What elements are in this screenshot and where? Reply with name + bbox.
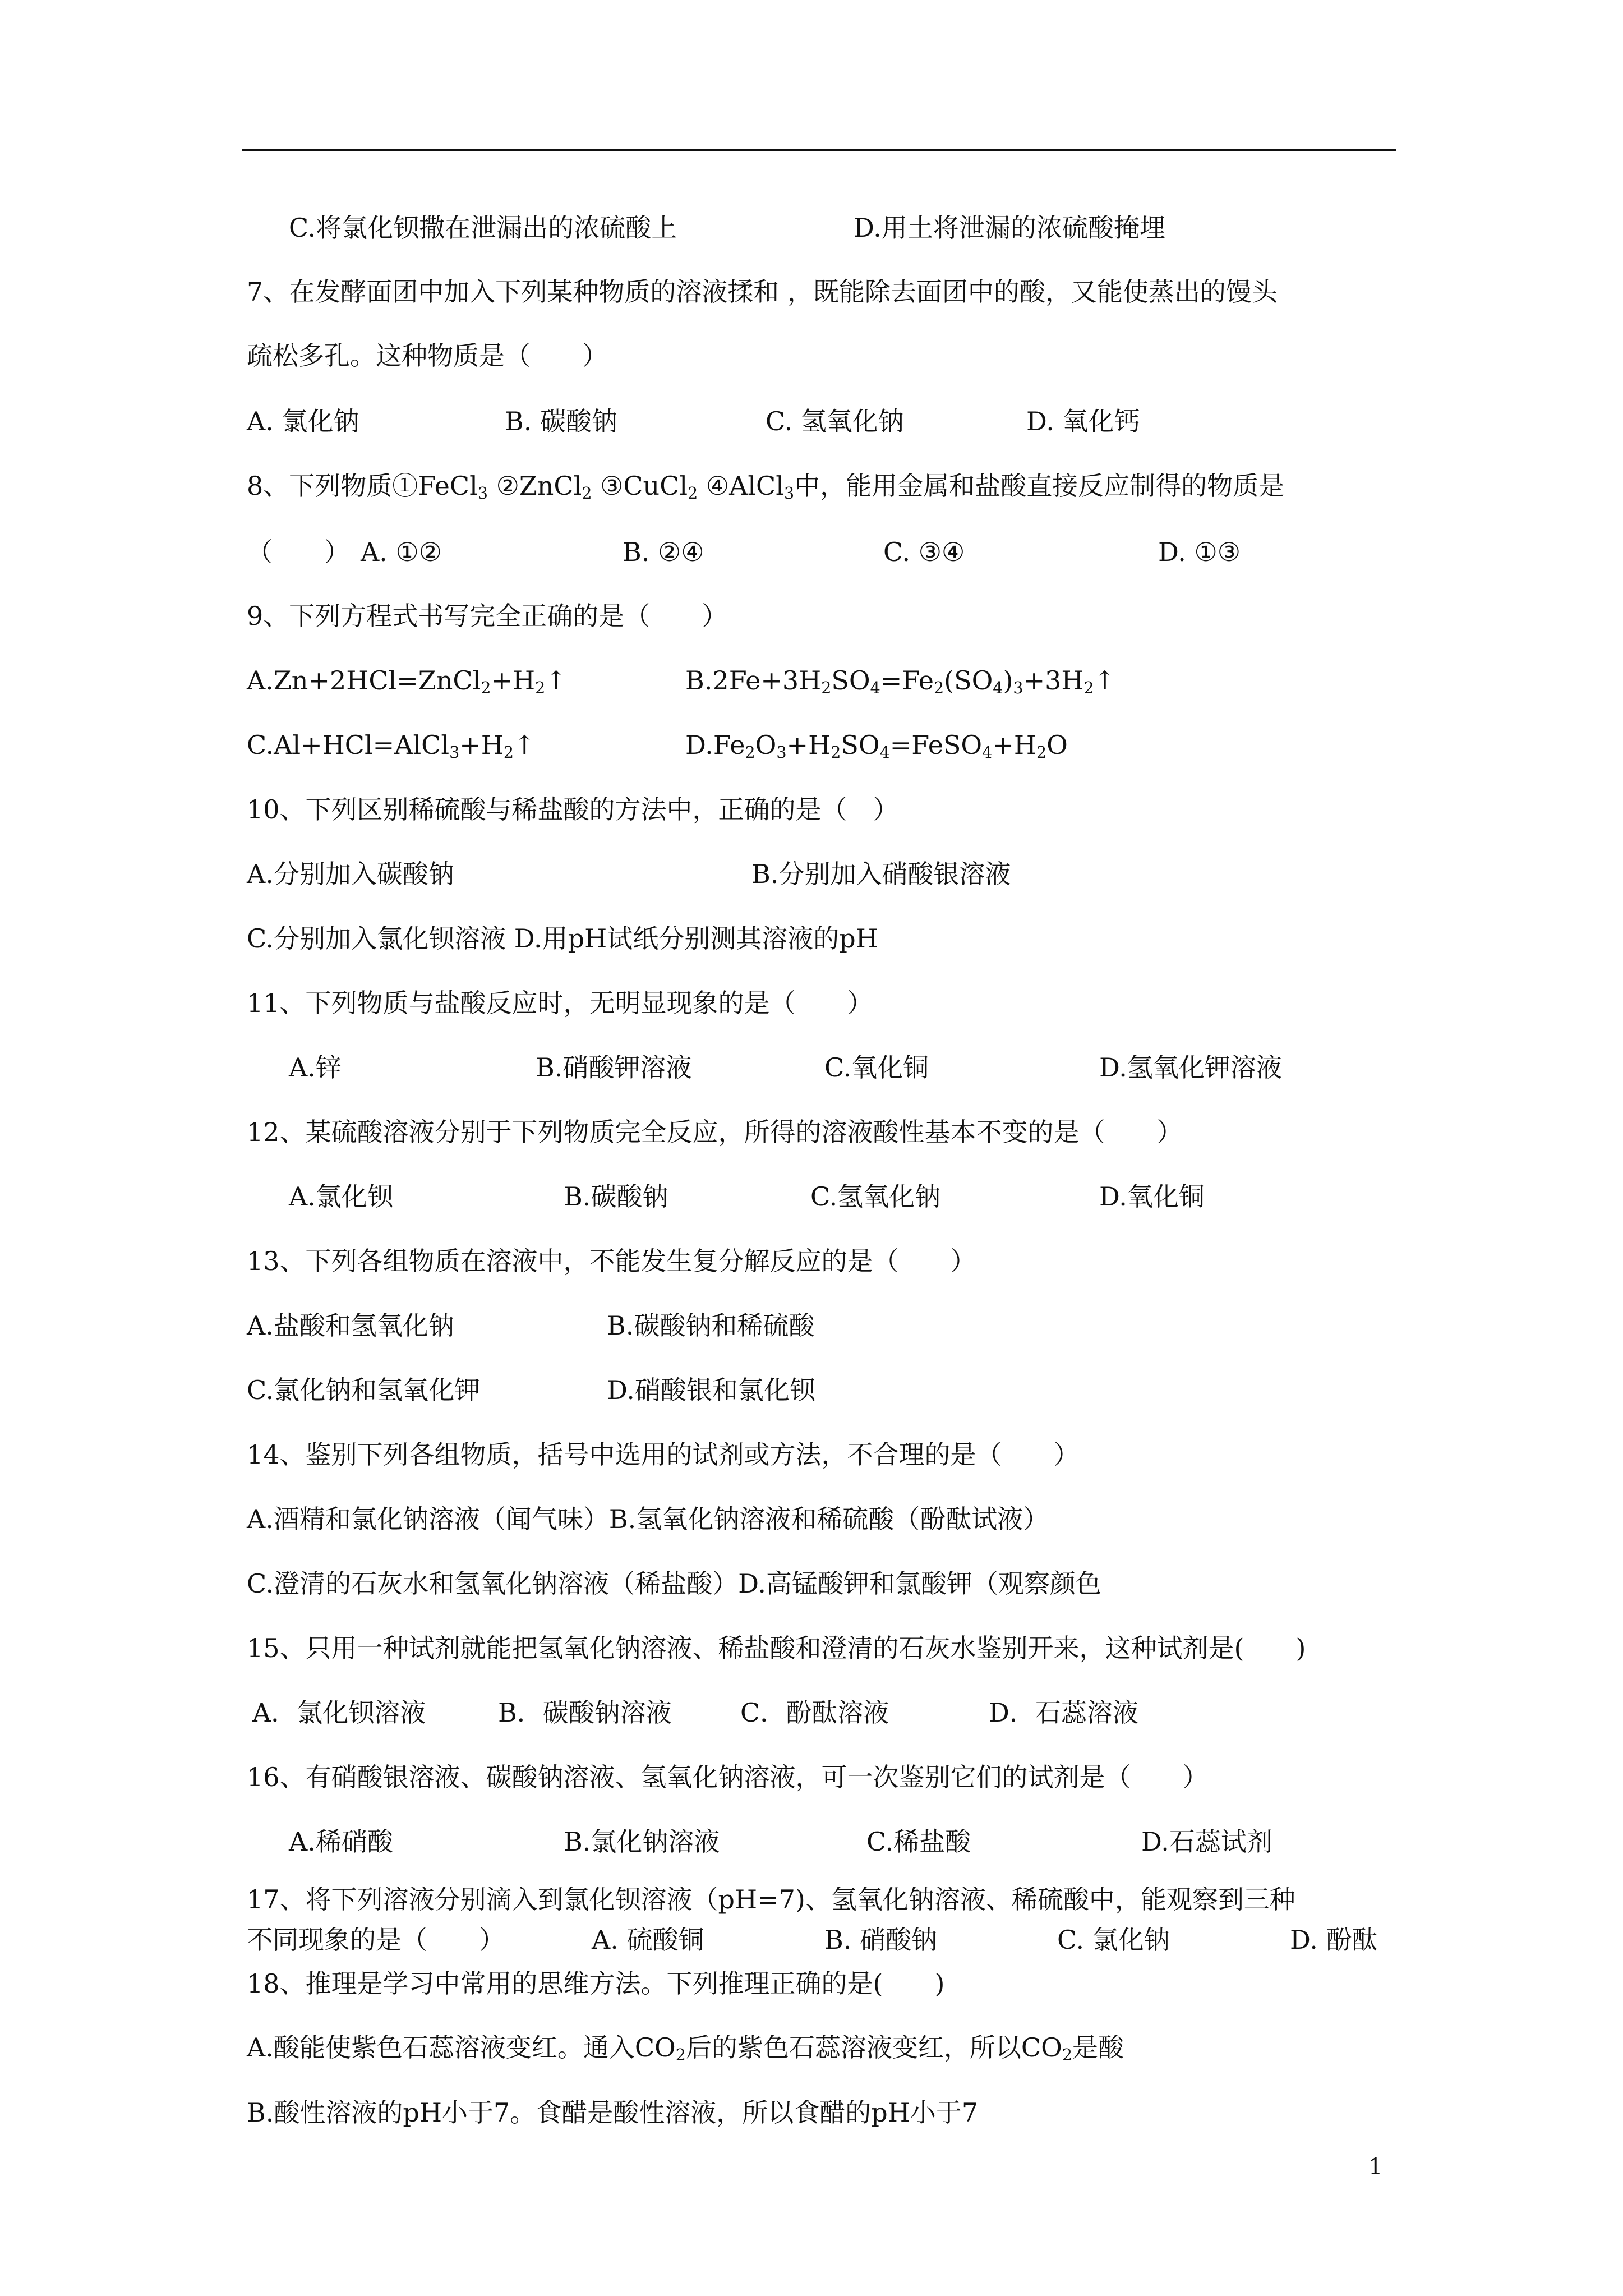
q9-stem: 9、下列方程式书写完全正确的是（ ）: [247, 601, 728, 631]
q18-stem: 18、推理是学习中常用的思维方法。下列推理正确的是( ): [247, 1968, 945, 1999]
q17-option-c: C. 氯化钠: [1057, 1925, 1170, 1955]
q7-stem-line1: 7、在发酵面团中加入下列某种物质的溶液揉和 ，既能除去面团中的酸，又能使蒸出的馒头: [247, 277, 1278, 307]
q17-option-b: B. 硝酸钠: [824, 1925, 938, 1955]
page-number: 1: [1368, 2154, 1383, 2180]
q9-option-c: $C.Al+HCl=AlCl_3+H_2↑$: [247, 730, 536, 762]
q16-option-a: A.稀硝酸: [289, 1826, 393, 1857]
q10-option-a: A.分别加入碳酸钠: [247, 859, 454, 889]
q8-option-c: C. ③④: [883, 537, 965, 567]
q12-stem: 12、某硫酸溶液分别于下列物质完全反应，所得的溶液酸性基本不变的是（ ）: [247, 1117, 1183, 1147]
q12-option-c: C.氢氧化钠: [810, 1181, 941, 1212]
q11-option-d: D.氢氧化钾溶液: [1099, 1052, 1282, 1083]
q15-stem: 15、只用一种试剂就能把氢氧化钠溶液、稀盐酸和澄清的石灰水鉴别开来，这种试剂是( ): [247, 1633, 1306, 1663]
q13-option-b: B.碳酸钠和稀硫酸: [607, 1310, 815, 1341]
q13-option-a: A.盐酸和氢氧化钠: [247, 1310, 454, 1341]
q8-option-b: B. ②④: [623, 537, 704, 567]
q9-option-b: $B.2Fe+3H_2SO_4=Fe_2(SO_4)_3+3H_2↑$: [685, 665, 1116, 698]
q8-answer-paren: （ ）: [247, 537, 350, 567]
q13-option-d: D.硝酸银和氯化钡: [607, 1375, 815, 1405]
q10-options-cd: C.分别加入氯化钡溶液 D.用pH试纸分别测其溶液的pH: [247, 923, 878, 954]
q15-option-b: B．碳酸钠溶液: [498, 1697, 672, 1728]
q15-option-a: A．氯化钡溶液: [252, 1697, 426, 1728]
q11-option-b: B.硝酸钾溶液: [536, 1052, 692, 1083]
q12-option-b: B.碳酸钠: [564, 1181, 668, 1212]
q13-option-c: C.氯化钠和氢氧化钾: [247, 1375, 481, 1405]
q7-stem-line2: 疏松多孔。这种物质是（ ）: [247, 341, 608, 371]
q14-options-ab: A.酒精和氯化钠溶液（闻气味）B.氢氧化钠溶液和稀硫酸（酚酞试液）: [247, 1504, 1049, 1534]
q14-options-cd: C.澄清的石灰水和氢氧化钠溶液（稀盐酸）D.高锰酸钾和氯酸钾（观察颜色: [247, 1568, 1102, 1599]
q15-option-c: C．酚酞溶液: [740, 1697, 889, 1728]
q7-option-b: B. 碳酸钠: [505, 406, 618, 436]
q17-stem-line2: 不同现象的是（ ）: [247, 1925, 505, 1955]
q7-option-a: A. 氯化钠: [247, 406, 359, 436]
q10-option-b: B.分别加入硝酸银溶液: [751, 859, 1011, 889]
q7-option-c: C. 氢氧化钠: [766, 406, 904, 436]
q13-stem: 13、下列各组物质在溶液中，不能发生复分解反应的是（ ）: [247, 1246, 976, 1276]
q11-stem: 11、下列物质与盐酸反应时，无明显现象的是（ ）: [247, 988, 873, 1018]
q9-option-a: $A.Zn+2HCl=ZnCl_2+H_2↑$: [247, 665, 567, 698]
q11-option-c: C.氧化铜: [824, 1052, 929, 1083]
q6-option-d: D.用土将泄漏的浓硫酸掩埋: [854, 213, 1165, 243]
q8-stem: 8、下列物质①FeCl$_3$ ②ZnCl$_2$ ③CuCl$_2$ ④AlCl$_3$中，能用金属和盐酸直接反应制得的物质是: [247, 471, 1285, 503]
q12-option-d: D.氧化铜: [1099, 1181, 1205, 1212]
q16-option-d: D.石蕊试剂: [1141, 1826, 1272, 1857]
q11-option-a: A.锌: [289, 1052, 342, 1083]
q14-stem: 14、鉴别下列各组物质，括号中选用的试剂或方法，不合理的是（ ）: [247, 1439, 1080, 1470]
q17-option-d: D. 酚酞: [1290, 1925, 1378, 1955]
q18-option-b: B.酸性溶液的pH小于7。食醋是酸性溶液，所以食醋的pH小于7: [247, 2097, 979, 2128]
q15-option-d: D．石蕊溶液: [989, 1697, 1138, 1728]
q16-option-c: C.稀盐酸: [866, 1826, 971, 1857]
q17-stem-line1: 17、将下列溶液分别滴入到氯化钡溶液（pH=7)、氢氧化钠溶液、稀硫酸中，能观察到三种: [247, 1884, 1295, 1915]
q7-option-d: D. 氧化钙: [1026, 406, 1140, 436]
header-rule: [242, 149, 1396, 151]
q16-stem: 16、有硝酸银溶液、碳酸钠溶液、氢氧化钠溶液，可一次鉴别它们的试剂是（ ）: [247, 1762, 1209, 1792]
q6-option-c: C.将氯化钡撒在泄漏出的浓硫酸上: [289, 213, 677, 243]
q17-option-a: A. 硫酸铜: [592, 1925, 704, 1955]
q9-option-d: $D.Fe_2O_3+H_2SO_4=FeSO_4+H_2O$: [685, 730, 1068, 762]
q16-option-b: B.氯化钠溶液: [564, 1826, 720, 1857]
q8-option-a: A. ①②: [361, 537, 442, 567]
q8-option-d: D. ①③: [1158, 537, 1241, 567]
q12-option-a: A.氯化钡: [289, 1181, 393, 1212]
q10-stem: 10、下列区别稀硫酸与稀盐酸的方法中，正确的是（ ）: [247, 794, 899, 825]
q18-option-a: A.酸能使紫色石蕊溶液变红。通入$CO_2$后的紫色石蕊溶液变红，所以$CO_2$是酸: [247, 2032, 1124, 2065]
